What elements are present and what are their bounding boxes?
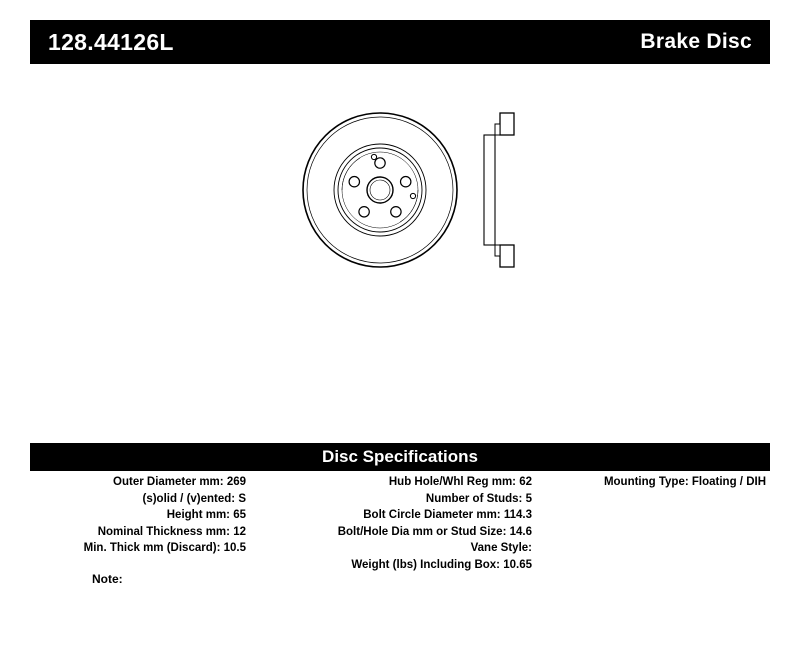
spec-nominal-thickness [30, 524, 246, 541]
spec-hub-hole [252, 474, 532, 491]
spec-hub-hole-label: Hub Hole/Whl Reg mm: [388, 476, 516, 488]
specs-left-column [30, 474, 252, 584]
spec-mounting-type-label: Mounting Type: [603, 476, 689, 488]
brake-rotor-face-view [303, 113, 457, 267]
spec-weight-value: 10.65 [503, 558, 532, 571]
spec-solid-vented-value: S [238, 492, 246, 505]
spec-outer-diameter-label: Outer Diameter mm: [113, 476, 224, 488]
spec-vane-style-label: Vane Style: [470, 542, 532, 554]
spec-number-of-studs-label: Number of Studs: [425, 492, 523, 505]
spec-bolt-circle-diameter [252, 507, 532, 524]
specifications-body [30, 474, 770, 584]
spec-height-label: Height mm: [166, 509, 230, 521]
specs-middle-column [252, 474, 542, 584]
spec-hub-hole-value: 62 [519, 476, 532, 488]
spec-outer-diameter [30, 474, 246, 491]
spec-min-thickness-label: Min. Thick mm (Discard): [83, 542, 221, 554]
spec-min-thickness [30, 540, 246, 557]
spec-number-of-studs [252, 491, 532, 508]
specifications-title: Disc Specifications [322, 447, 478, 466]
spec-weight-label: Weight (lbs) Including Box: [351, 558, 501, 571]
specs-right-column [542, 474, 770, 584]
spec-bolt-circle-diameter-value: 114.3 [503, 509, 532, 521]
specifications-header [30, 443, 770, 471]
spec-nominal-thickness-value: 12 [233, 525, 246, 538]
spec-number-of-studs-value: 5 [525, 492, 532, 505]
spec-bolt-hole-dia-value: 14.6 [509, 525, 532, 538]
spec-height [30, 507, 246, 524]
spec-height-value: 65 [233, 509, 246, 521]
note-row [30, 570, 770, 588]
spec-nominal-thickness-label: Nominal Thickness mm: [97, 525, 230, 538]
brake-rotor-side-view [484, 113, 514, 267]
spec-outer-diameter-value: 269 [226, 476, 246, 488]
spec-mounting-type [542, 474, 766, 491]
spec-vane-style [252, 540, 532, 557]
spec-bolt-hole-dia [252, 524, 532, 541]
spec-solid-vented-label: (s)olid / (v)ented: [142, 492, 236, 505]
technical-drawing [30, 80, 770, 420]
spec-bolt-circle-diameter-label: Bolt Circle Diameter mm: [363, 509, 501, 521]
product-type-label: Brake Disc [640, 30, 752, 53]
spec-min-thickness-value: 10.5 [223, 542, 246, 554]
part-number: 128.44126L [48, 28, 174, 55]
spec-bolt-hole-dia-label: Bolt/Hole Dia mm or Stud Size: [337, 525, 507, 538]
header-bar [30, 20, 770, 64]
spec-solid-vented [30, 491, 246, 508]
note-label: Note: [92, 572, 123, 586]
spec-mounting-type-value: Floating / DIH [691, 476, 766, 488]
